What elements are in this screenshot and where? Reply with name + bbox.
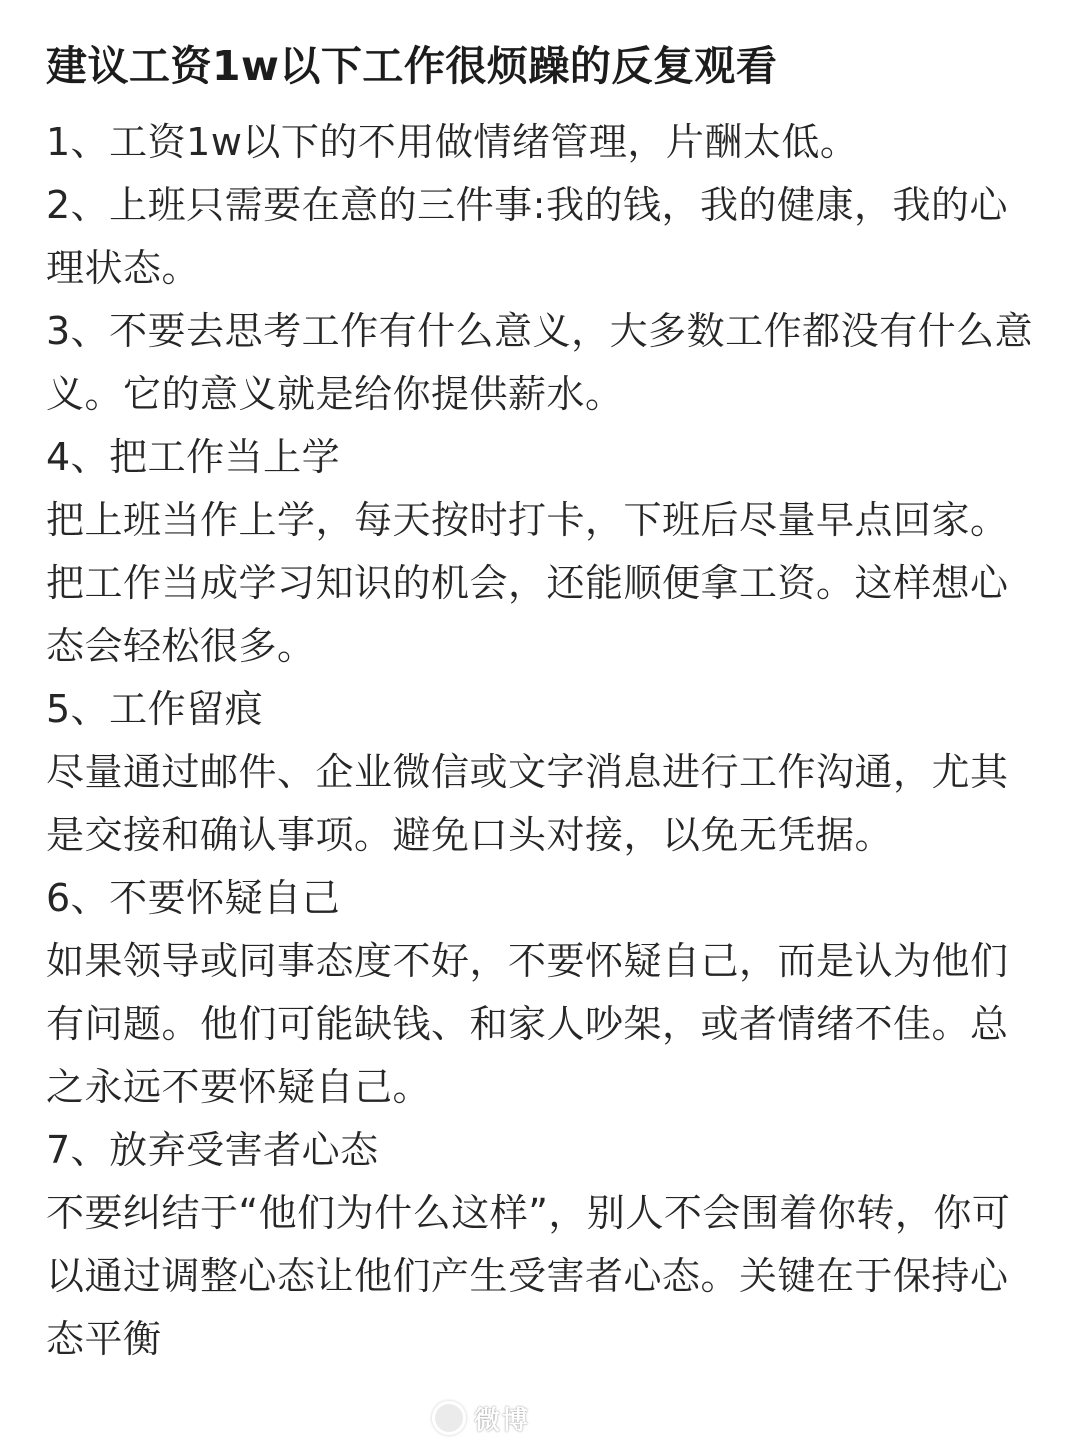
paragraph-2: 2、上班只需要在意的三件事:我的钱，我的健康，我的心理状态。 — [46, 183, 1008, 291]
post-title: 建议工资1w以下工作很烦躁的反复观看 — [46, 42, 778, 90]
paragraph-1: 1、工资1w以下的不用做情绪管理，片酬太低。 — [46, 120, 859, 165]
paragraph-5-body: 尽量通过邮件、企业微信或文字消息进行工作沟通，尤其是交接和确认事项。避免口头对接，以免无凭据。 — [46, 750, 1009, 858]
paragraph-7-body: 不要纠结于“他们为什么这样”，别人不会围着你转，你可以通过调整心态让他们产生受害者心态。关键在于保持心态平衡 — [46, 1191, 1011, 1362]
section-heading-4: 4、把工作当上学 — [46, 435, 341, 480]
watermark-text: 微博 — [474, 1405, 531, 1436]
section-heading-6: 6、不要怀疑自己 — [46, 876, 341, 921]
watermark — [432, 1401, 530, 1435]
paragraph-6-body: 如果领导或同事态度不好，不要怀疑自己，而是认为他们有问题。他们可能缺钱、和家人吵架，或者情绪不佳。总之永远不要怀疑自己。 — [46, 939, 1009, 1110]
paragraph-3: 3、不要去思考工作有什么意义，大多数工作都没有什么意义。它的意义就是给你提供薪水。 — [46, 309, 1034, 417]
section-heading-5: 5、工作留痕 — [46, 687, 264, 732]
article — [46, 40, 1046, 1371]
section-heading-7: 7、放弃受害者心态 — [46, 1128, 379, 1173]
paragraph-4-body: 把上班当作上学，每天按时打卡，下班后尽量早点回家。把工作当成学习知识的机会，还能顺便拿工资。这样想心态会轻松很多。 — [46, 498, 1009, 669]
weibo-logo-icon — [432, 1401, 466, 1435]
